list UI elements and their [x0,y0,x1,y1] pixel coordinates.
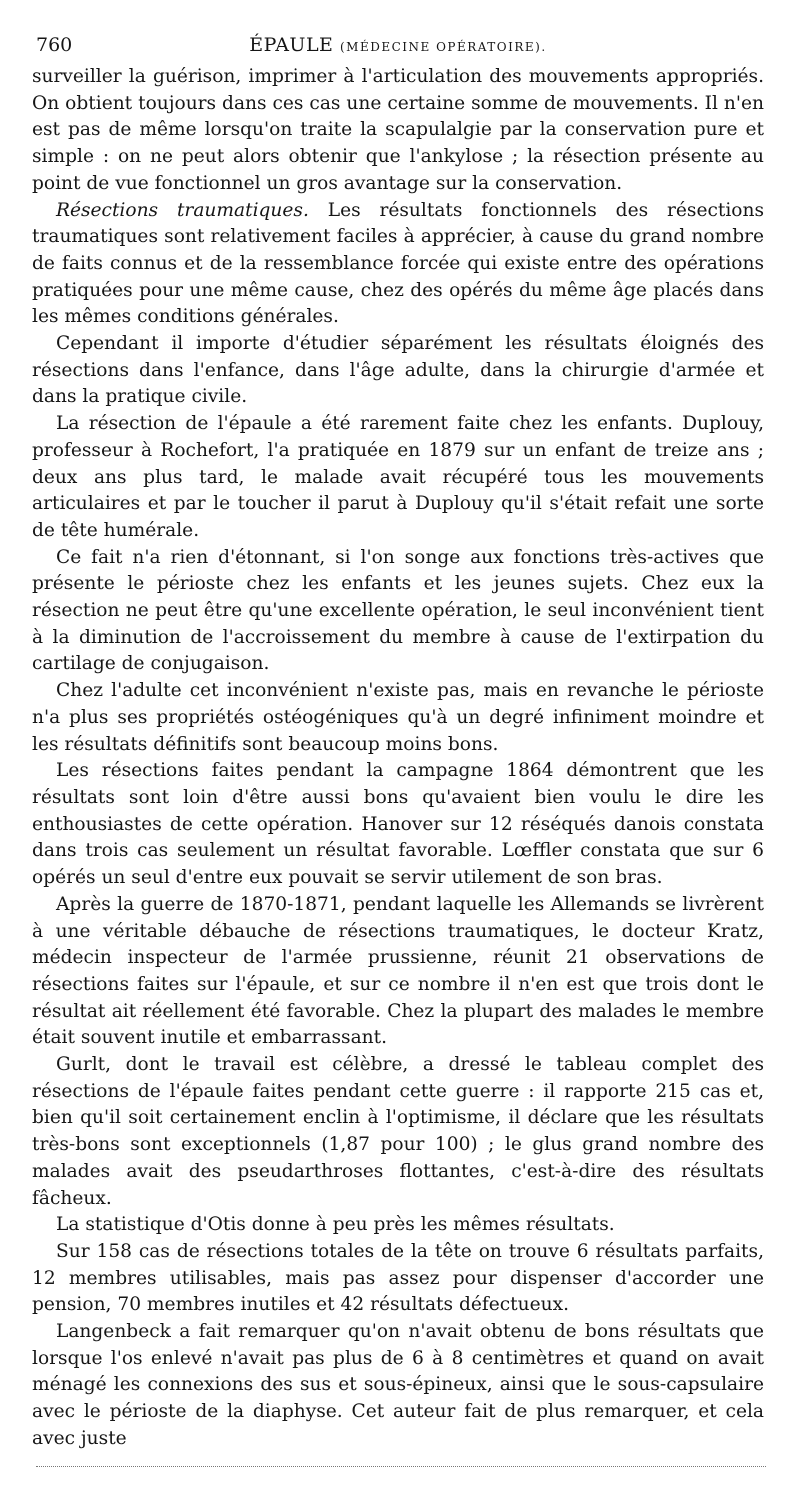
paragraph [32,545,764,679]
paragraph [32,758,764,892]
paragraph-text: La résection de l'épaule a été rarement faite chez les enfants. Duplouy, professeur à Rochefort, l'a pratiquée en 1879 sur un enfant de treize ans ; deux ans plus tard, le malade avait récupéré tous les mouvements articulaires et par le toucher il parut à Duplouy qu'il s'était refait une sorte de tête humérale. [32,413,764,541]
running-title [32,28,764,64]
document-page [32,28,764,1453]
paragraph-text: surveiller la guérison, imprimer à l'articulation des mouvements appropriés. On obtient toujours dans ces cas une certaine somme de mouvements. Il n'en est pas de même lorsqu'on traite la scapulalgie par la conservation pure et simple : on ne peut alors obtenir que l'ankylose ; la résection présente au point de vue fonctionnel un gros avantage sur la conservation. [32,66,764,194]
paragraph-text: Les résections faites pendant la campagne 1864 démontrent que les résultats sont loin d'être aussi bons qu'avaient bien voulu le dire les enthousiastes de cette opération. Hanover sur 12 réséqués danois constata dans trois cas seulement un résultat favorable. Lœffler constata que sur 6 opérés un seul d'entre eux pouvait se servir utilement de son bras. [32,760,764,889]
paragraph [32,1239,764,1319]
paragraph [32,1212,764,1239]
paragraph-text: Les résultats fonctionnels des résections traumatiques sont relativement faciles à apprécier, à cause du grand nombre de faits connus et de la ressemblance forcée qui existe entre des opérations pratiquées pour une même cause, chez des opérés du même âge placés dans les mêmes conditions générales. [32,199,764,328]
footer-divider [36,1466,766,1467]
page-header [32,28,764,62]
paragraph-text: Après la guerre de 1870-1871, pendant laquelle les Allemands se livrèrent à une véritable débauche de résections traumatiques, le docteur Kratz, médecin inspecteur de l'armée prussienne, réunit 21 observations de résections faites sur l'épaule, et sur ce nombre il n'en est que trois dont le résultat ait réellement été favorable. Chez la plupart des malades le membre était souvent inutile et embarrassant. [32,893,764,1049]
running-title-sub: (MÉDECINE OPÉRATOIRE). [339,40,547,54]
running-title-main: ÉPAULE [249,34,334,56]
page-number: 760 [36,34,73,56]
body-text [32,64,764,1453]
paragraph-text: Chez l'adulte cet inconvénient n'existe pas, mais en revanche le périoste n'a plus ses propriétés ostéogéniques qu'à un degré infiniment moindre et les résultats définitifs sont beaucoup moins bons. [32,680,764,755]
paragraph-text: Ce fait n'a rien d'étonnant, si l'on songe aux fonctions très-actives que présente le périoste chez les enfants et les jeunes sujets. Chez eux la résection ne peut être qu'une excellente opération, le seul inconvénient tient à la diminution de l'accroissement du membre à cause de l'extirpation du cartilage de conjugaison. [32,546,764,675]
paragraph-text: Langenbeck a fait remarquer qu'on n'avait obtenu de bons résultats que lorsque l'os enlevé n'avait pas plus de 6 à 8 centimètres et quand on avait ménagé les connexions des sus et sous-épineux, ainsi que le sous-capsulaire avec le périoste de la diaphyse. Cet auteur fait de plus remarquer, et cela avec juste [32,1321,764,1449]
paragraph [32,411,764,545]
paragraph [32,892,764,1052]
paragraph [32,198,764,332]
paragraph [32,331,764,411]
paragraph [32,1052,764,1212]
paragraph-text: La statistique d'Otis donne à peu près les mêmes résultats. [56,1214,615,1236]
paragraph [32,64,764,198]
paragraph [32,678,764,758]
paragraph-text: Sur 158 cas de résections totales de la tête on trouve 6 résultats parfaits, 12 membres utilisables, mais pas assez pour dispenser d'accorder une pension, 70 membres inutiles et 42 résultats défectueux. [32,1240,764,1316]
paragraph [32,1319,764,1453]
section-lead: Résections traumatiques. [56,199,309,221]
paragraph-text: Cependant il importe d'étudier séparément les résultats éloignés des résections dans l'enfance, dans l'âge adulte, dans la chirurgie d'armée et dans la pratique civile. [32,333,764,408]
paragraph-text: Gurlt, dont le travail est célèbre, a dressé le tableau complet des résections de l'épaule faites pendant cette guerre : il rapporte 215 cas et, bien qu'il soit certainement enclin à l'optimisme, il déclare que les résultats très-bons sont exceptionnels (1,87 pour 100) ; le glus grand nombre des malades avait des pseudarthroses flottantes, c'est-à-dire des résultats fâcheux. [32,1054,764,1209]
